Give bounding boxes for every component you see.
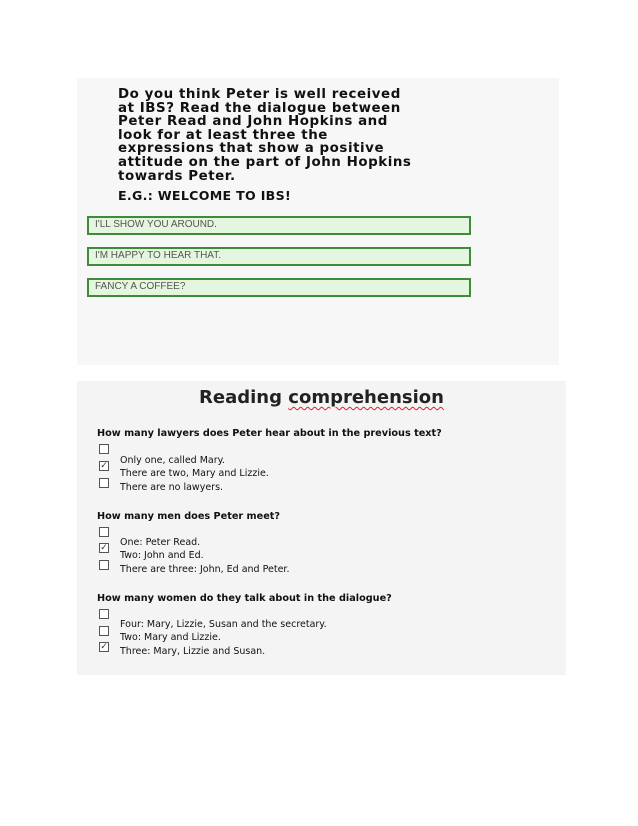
q3-option-3-label: Three: Mary, Lizzie and Susan.	[120, 646, 266, 657]
checkbox-q2-option-1[interactable]	[99, 527, 109, 537]
prompt-line: expressions that show a positive	[118, 141, 385, 157]
check-mark-icon: ✓	[100, 461, 108, 471]
prompt-line: look for at least three the	[118, 127, 328, 143]
question-3: How many women do they talk about in the dialogue?	[97, 593, 392, 604]
title-word: comprehension	[288, 387, 444, 408]
checkbox-q3-option-3[interactable]	[99, 642, 109, 652]
prompt-line: Peter Read and John Hopkins and	[118, 114, 388, 130]
q2-option-1-label: One: Peter Read.	[120, 537, 201, 548]
check-mark-icon: ✓	[100, 642, 108, 652]
q2-option-3-label: There are three: John, Ed and Peter.	[120, 564, 290, 575]
q3-option-2-label: Two: Mary and Lizzie.	[120, 632, 221, 643]
checkbox-q1-option-2[interactable]	[99, 461, 109, 471]
checkbox-q3-option-2[interactable]	[99, 626, 109, 636]
q1-option-1-label: Only one, called Mary.	[120, 455, 225, 466]
q1-option-2-label: There are two, Mary and Lizzie.	[120, 468, 269, 479]
example-text: E.G.: WELCOME TO IBS!	[118, 188, 291, 203]
checkbox-q1-option-3[interactable]	[99, 478, 109, 488]
checkbox-q2-option-2[interactable]	[99, 543, 109, 553]
section-title	[77, 387, 566, 408]
checkbox-q3-option-1[interactable]	[99, 609, 109, 619]
prompt-line: attitude on the part of John Hopkins	[118, 154, 412, 170]
q2-option-2-label: Two: John and Ed.	[120, 550, 204, 561]
q3-option-1-label: Four: Mary, Lizzie, Susan and the secretary.	[120, 619, 327, 630]
prompt-line: Do you think Peter is well received	[118, 87, 401, 102]
q1-option-3-label: There are no lawyers.	[120, 482, 224, 493]
question-1: How many lawyers does Peter hear about in the previous text?	[97, 428, 442, 439]
check-mark-icon: ✓	[100, 543, 108, 553]
prompt-line: at IBS? Read the dialogue between	[118, 100, 401, 116]
exercise-prompt	[118, 88, 558, 183]
question-2: How many men does Peter meet?	[97, 511, 281, 522]
exercise-panel	[77, 78, 559, 365]
answer-field-3[interactable]: FANCY A COFFEE?	[87, 278, 471, 297]
checkbox-q2-option-3[interactable]	[99, 560, 109, 570]
answer-field-1[interactable]: I'LL SHOW YOU AROUND.	[87, 216, 471, 235]
reading-comprehension-panel	[77, 381, 566, 675]
answer-field-2[interactable]: I'M HAPPY TO HEAR THAT.	[87, 247, 471, 266]
prompt-line: towards Peter.	[118, 168, 236, 184]
checkbox-q1-option-1[interactable]	[99, 444, 109, 454]
title-prefix: Reading	[199, 387, 289, 408]
